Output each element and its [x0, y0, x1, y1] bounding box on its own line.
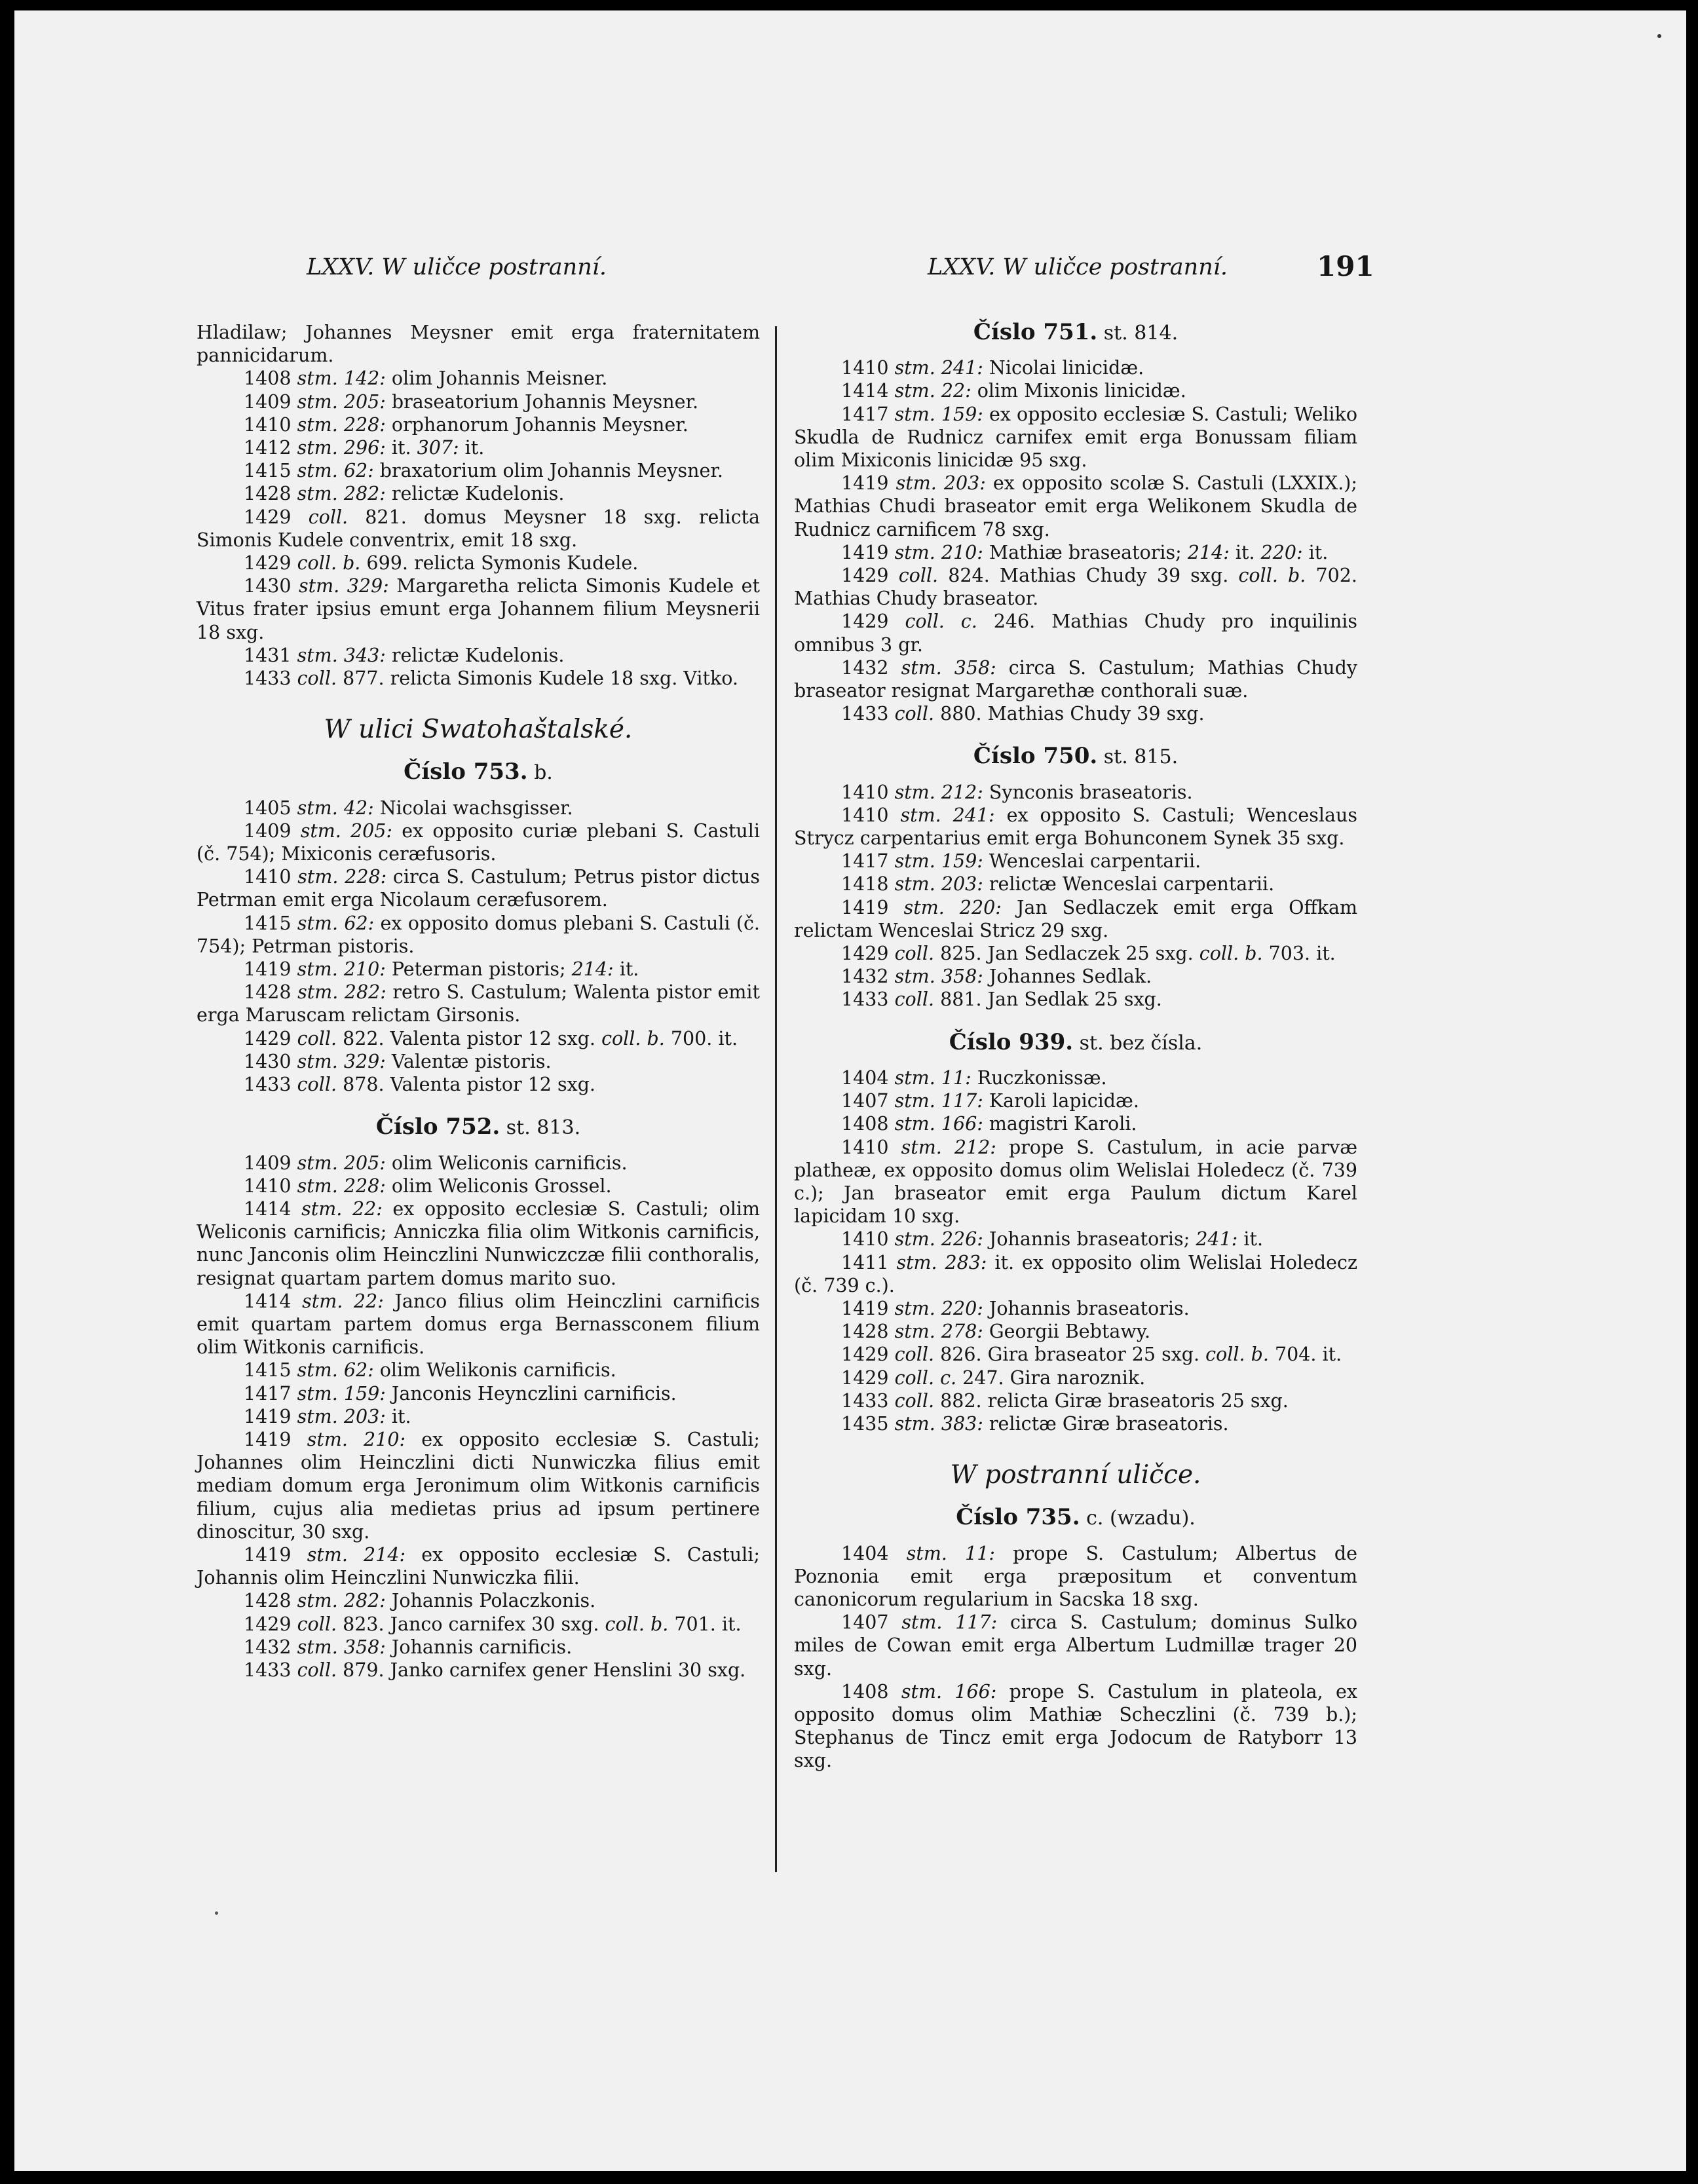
- record-entry: 1410 stm. 228: orphanorum Johannis Meysner.: [244, 413, 689, 436]
- record-entry: 1410 stm. 212: prope S. Castulum, in acie parvæ platheæ, ex opposito domus olim Welislai Holedecz (č. 739 c.); Jan braseator emit erga Paulum dictum Karel lapicidam 10 sxg.: [794, 1136, 1358, 1228]
- house-note: st. 813.: [506, 1116, 581, 1140]
- record-entry: 1411 stm. 283: it. ex opposito olim Welislai Holedecz (č. 739 c.).: [794, 1251, 1357, 1296]
- record-entry: 1419 stm. 210: Peterman pistoris; 214: it.: [244, 958, 639, 981]
- record-entry: 1433 coll. 880. Mathias Chudy 39 sxg.: [841, 703, 1205, 725]
- record-entry: 1409 stm. 205: olim Weliconis carnificis.: [244, 1152, 628, 1174]
- house-number-heading: [197, 1116, 760, 1139]
- record-entry: 1428 stm. 282: retro S. Castulum; Walenta pistor emit erga Maruscam relictam Girsonis.: [197, 981, 760, 1026]
- house-number-heading: [794, 321, 1357, 345]
- record-entry: 1432 stm. 358: Johannes Sedlak.: [841, 966, 1152, 988]
- record-entry: 1419 stm. 210: ex opposito ecclesiæ S. Castuli; Johannes olim Heinczlini dicti Nunwiczka filius emit mediam domum erga Jeronimum olim Witkonis carnificis filium, cujus alia medietas prius ad ipsum pertinere dinoscitur, 30 sxg.: [197, 1428, 760, 1543]
- record-entry: 1405 stm. 42: Nicolai wachsgisser.: [244, 797, 573, 819]
- record-entry: 1419 stm. 203: ex opposito scolæ S. Castuli (LXXIX.); Mathias Chudi braseator emit erga Welikonem Skudla de Rudnicz carnificem 78 sxg.: [794, 472, 1357, 540]
- house-note: b.: [534, 761, 553, 785]
- record-entry: 1419 stm. 214: ex opposito ecclesiæ S. Castuli; Johannis olim Heinczlini Nunwiczka filii.: [197, 1543, 760, 1589]
- record-entry: 1433 coll. 879. Janko carnifex gener Henslini 30 sxg.: [244, 1659, 746, 1681]
- record-entry: 1404 stm. 11: Ruczkonissæ.: [841, 1066, 1107, 1089]
- record-entry: 1410 stm. 241: ex opposito S. Castuli; Wenceslaus Strycz carpentarius emit erga Bohunconem Synek 35 sxg.: [794, 804, 1357, 850]
- column-rule: [775, 326, 777, 1872]
- speck: [215, 1911, 218, 1915]
- record-entry: 1404 stm. 11: prope S. Castulum; Albertus de Poznonia emit erga præpositum et conventum canonicorum regularium in Sacska 18 sxg.: [794, 1542, 1357, 1610]
- record-entry: 1410 stm. 241: Nicolai linicidæ.: [841, 357, 1144, 379]
- record-entry: 1410 stm. 212: Synconis braseatoris.: [841, 781, 1193, 803]
- record-entry: 1409 stm. 205: ex opposito curiæ plebani S. Castuli (č. 754); Mixiconis ceræfusoris.: [197, 819, 760, 865]
- house-number-heading: [794, 1028, 1357, 1055]
- record-entry: 1432 stm. 358: circa S. Castulum; Mathias Chudy braseator resignat Margarethæ conthorali suæ.: [794, 656, 1357, 702]
- house-note: c. (wzadu).: [1086, 1507, 1196, 1530]
- house-number-heading: [794, 745, 1357, 768]
- record-entry: 1429 coll. c. 247. Gira naroznik.: [841, 1366, 1146, 1389]
- record-entry: 1410 stm. 226: Johannis braseatoris; 241: it.: [841, 1228, 1263, 1251]
- record-entry: 1429 coll. 826. Gira braseator 25 sxg. coll. b. 704. it.: [841, 1344, 1342, 1366]
- record-entry: 1429 coll. b. 699. relicta Symonis Kudele.: [244, 552, 639, 574]
- record-entry: 1435 stm. 383: relictæ Giræ braseatoris.: [841, 1412, 1229, 1435]
- running-head-left: LXXV. W uličce postranní.: [307, 254, 607, 280]
- record-entry: 1417 stm. 159: Wenceslai carpentarii.: [841, 850, 1201, 873]
- record-entry: 1419 stm. 220: Jan Sedlaczek emit erga Offkam relictam Wenceslai Stricz 29 sxg.: [794, 896, 1357, 941]
- record-entry: 1407 stm. 117: Karoli lapicidæ.: [841, 1090, 1139, 1112]
- record-entry: 1433 coll. 882. relicta Giræ braseatoris 25 sxg.: [841, 1389, 1289, 1412]
- right-column: [794, 321, 1357, 1773]
- house-note: st. bez čísla.: [1079, 1031, 1203, 1055]
- record-entry: 1414 stm. 22: ex opposito ecclesiæ S. Castuli; olim Weliconis carnificis; Anniczka filia olim Witkonis carnificis, nunc Janconis olim Heinczlini Nunwiczczæ filii conthoralis, resignat quartam partem domus marito suo.: [197, 1197, 760, 1289]
- record-entry: 1429 coll. 824. Mathias Chudy 39 sxg. coll. b. 702. Mathias Chudy braseator.: [794, 565, 1357, 610]
- record-entry: 1415 stm. 62: olim Welikonis carnificis.: [244, 1359, 616, 1382]
- house-note: st. 815.: [1103, 745, 1179, 769]
- house-number: Číslo 752.: [375, 1114, 500, 1140]
- continued-entry: Hladilaw; Johannes Meysner emit erga fraternitatem pannicidarum.: [197, 322, 760, 367]
- record-entry: 1428 stm. 278: Georgii Bebtawy.: [841, 1321, 1151, 1343]
- house-number-heading: [794, 1506, 1357, 1530]
- record-entry: 1419 stm. 210: Mathiæ braseatoris; 214: it. 220: it.: [841, 541, 1329, 563]
- record-entry: 1414 stm. 22: Janco filius olim Heinczlini carnificis emit quartam partem domus erga Bernassconem filium olim Witkonis carnificis.: [197, 1290, 761, 1359]
- left-column: [197, 321, 760, 1682]
- record-entry: 1428 stm. 282: Johannis Polaczkonis.: [244, 1590, 596, 1612]
- speck: [1657, 34, 1661, 38]
- record-entry: 1419 stm. 203: it.: [244, 1405, 411, 1427]
- record-entry: 1429 coll. 822. Valenta pistor 12 sxg. coll. b. 700. it.: [244, 1027, 738, 1049]
- record-entry: 1433 coll. 881. Jan Sedlak 25 sxg.: [841, 988, 1162, 1011]
- record-entry: 1429 coll. c. 246. Mathias Chudy pro inquilinis omnibus 3 gr.: [794, 611, 1357, 656]
- record-entry: 1430 stm. 329: Margaretha relicta Simonis Kudele et Vitus frater ipsius emunt erga Johannem filium Meysnerii 18 sxg.: [197, 575, 760, 643]
- record-entry: 1429 coll. 823. Janco carnifex 30 sxg. coll. b. 701. it.: [244, 1613, 742, 1635]
- record-entry: 1408 stm. 166: prope S. Castulum in plateola, ex opposito domus olim Mathiæ Scheczlini (č. 739 b.); Stephanus de Tincz emit erga Jodocum de Ratyborr 13 sxg.: [794, 1680, 1357, 1772]
- record-entry: 1415 stm. 62: braxatorium olim Johannis Meysner.: [244, 460, 723, 482]
- record-entry: 1409 stm. 205: braseatorium Johannis Meysner.: [244, 390, 699, 413]
- record-entry: 1431 stm. 343: relictæ Kudelonis.: [244, 644, 565, 666]
- record-entry: 1417 stm. 159: Janconis Heynczlini carnificis.: [244, 1382, 677, 1404]
- record-entry: 1408 stm. 142: olim Johannis Meisner.: [244, 367, 608, 390]
- record-entry: 1410 stm. 228: olim Weliconis Grossel.: [244, 1175, 612, 1197]
- record-entry: 1412 stm. 296: it. 307: it.: [244, 437, 485, 459]
- record-entry: 1410 stm. 228: circa S. Castulum; Petrus pistor dictus Petrman emit erga Nicolaum ceræfusorem.: [197, 866, 760, 911]
- record-entry: 1428 stm. 282: relictæ Kudelonis.: [244, 483, 565, 505]
- house-number: Číslo 751.: [973, 319, 1098, 345]
- record-entry: 1432 stm. 358: Johannis carnificis.: [244, 1636, 573, 1658]
- record-entry: 1414 stm. 22: olim Mixonis linicidæ.: [841, 380, 1186, 402]
- house-number: Číslo 753.: [404, 759, 528, 785]
- record-entry: 1429 coll. 821. domus Meysner 18 sxg. relicta Simonis Kudele conventrix, emit 18 sxg.: [197, 506, 761, 551]
- house-note: st. 814.: [1103, 322, 1179, 345]
- record-entry: 1429 coll. 825. Jan Sedlaczek 25 sxg. coll. b. 703. it.: [841, 943, 1336, 965]
- house-number: Číslo 750.: [973, 743, 1098, 770]
- record-entry: 1415 stm. 62: ex opposito domus plebani S. Castuli (č. 754); Petrman pistoris.: [197, 912, 760, 957]
- record-entry: 1417 stm. 159: ex opposito ecclesiæ S. Castuli; Weliko Skudla de Rudnicz carnifex emit erga Bonussam filiam olim Mixiconis linicidæ 95 sxg.: [794, 403, 1357, 472]
- house-number: Číslo 939.: [949, 1028, 1074, 1055]
- record-entry: 1430 stm. 329: Valentæ pistoris.: [244, 1050, 552, 1072]
- house-number-heading: [197, 761, 760, 784]
- record-entry: 1407 stm. 117: circa S. Castulum; dominus Sulko miles de Cowan emit erga Albertum Ludmillæ trager 20 sxg.: [794, 1611, 1357, 1680]
- section-title: W ulici Swatohaštalské.: [324, 715, 633, 745]
- record-entry: 1433 coll. 878. Valenta pistor 12 sxg.: [244, 1074, 595, 1096]
- record-entry: 1433 coll. 877. relicta Simonis Kudele 18 sxg. Vitko.: [244, 668, 738, 690]
- record-entry: 1419 stm. 220: Johannis braseatoris.: [841, 1297, 1190, 1319]
- record-entry: 1408 stm. 166: magistri Karoli.: [841, 1113, 1137, 1135]
- page-number: 191: [1317, 250, 1374, 282]
- section-title: W postranní uličce.: [950, 1460, 1201, 1490]
- house-number: Číslo 735.: [956, 1504, 1080, 1531]
- running-head-right: LXXV. W uličce postranní.: [928, 254, 1228, 280]
- record-entry: 1418 stm. 203: relictæ Wenceslai carpentarii.: [841, 873, 1275, 895]
